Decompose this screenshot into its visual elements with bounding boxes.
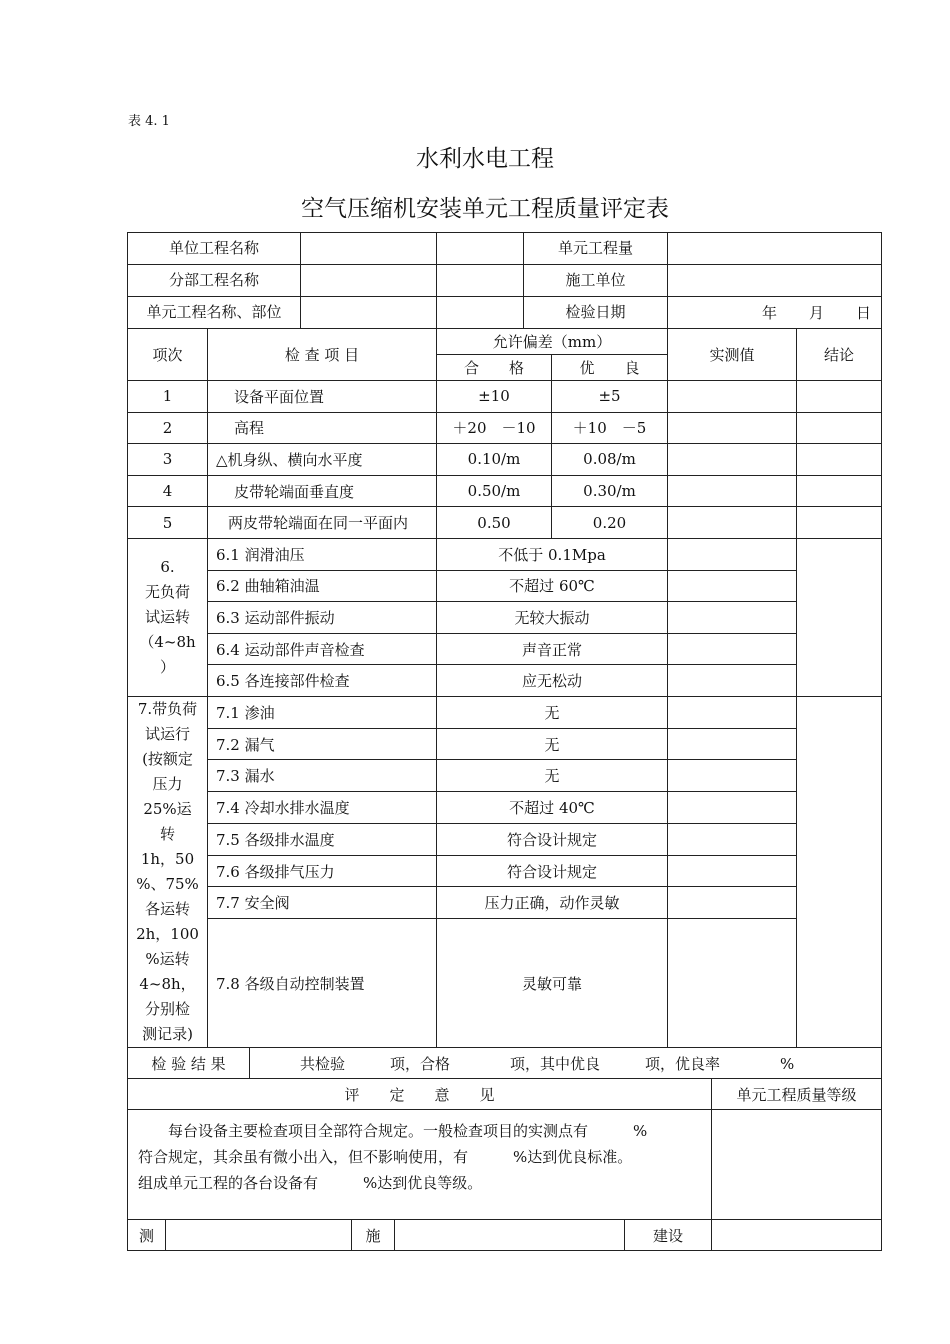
construction-unit-label: 施工单位	[523, 265, 667, 296]
row-qualified: 0.10/m	[437, 444, 552, 476]
row-item: 7.3 漏水	[208, 760, 437, 792]
table-row	[128, 823, 882, 855]
table-row	[128, 538, 882, 570]
opinion-body-row	[128, 1110, 882, 1220]
inspection-date-value[interactable]	[668, 297, 882, 329]
row-measured-cell[interactable]	[668, 696, 797, 728]
row-item: 6.3 运动部件振动	[208, 602, 437, 634]
construction-unit-value[interactable]	[668, 265, 882, 297]
result-row	[128, 1048, 882, 1079]
opinion-table	[127, 1078, 882, 1251]
row-number: 3	[128, 444, 208, 476]
row-conclusion-cell[interactable]	[797, 412, 882, 444]
row-standard: 无	[437, 728, 668, 760]
header-row-2	[128, 265, 882, 297]
form-title: 空气压缩机安装单元工程质量评定表	[301, 196, 669, 222]
row-measured-cell[interactable]	[668, 412, 797, 444]
row-standard: 无	[437, 760, 668, 792]
row-standard: 符合设计规定	[437, 823, 668, 855]
row-measured-cell[interactable]	[668, 728, 797, 760]
row-item: 高程	[208, 412, 437, 444]
owner-signature-cell[interactable]	[712, 1220, 882, 1251]
row-measured-cell[interactable]	[668, 823, 797, 855]
inspection-date-label: 检验日期	[523, 297, 667, 328]
table-row	[128, 855, 882, 887]
table-number: 表 4. 1	[128, 114, 170, 129]
measure-signature-cell[interactable]	[166, 1220, 352, 1251]
table-row	[128, 665, 882, 697]
row-item: 两皮带轮端面在同一平面内	[208, 507, 437, 539]
month-label: 月	[808, 304, 824, 322]
row-item: 6.4 运动部件声音检查	[208, 633, 437, 665]
grade-header: 单元工程质量等级	[712, 1079, 882, 1110]
unit-quantity-label: 单元工程量	[523, 233, 667, 264]
table-row	[128, 507, 882, 539]
row-item: 7.4 冷却水排水温度	[208, 792, 437, 824]
element-name-label: 单元工程名称、部位	[128, 297, 301, 328]
row-measured-cell[interactable]	[668, 602, 797, 634]
row-qualified: 0.50	[437, 507, 552, 539]
table-row	[128, 570, 882, 602]
table-row	[128, 792, 882, 824]
table-row	[128, 887, 882, 919]
excellent-header: 优 良	[552, 355, 668, 381]
row-conclusion-cell[interactable]	[797, 507, 882, 539]
header-row-1	[128, 233, 882, 265]
row-conclusion-cell[interactable]	[797, 475, 882, 507]
tolerance-header: 允许偏差（mm）	[437, 329, 668, 355]
row-standard: 无	[437, 696, 668, 728]
row-qualified: ＋20 －10	[437, 412, 552, 444]
row-measured-cell[interactable]	[668, 507, 797, 539]
measure-label: 测	[128, 1220, 166, 1251]
column-header-row	[128, 329, 882, 355]
row-excellent: 0.08/m	[552, 444, 668, 476]
row-item: 7.2 漏气	[208, 728, 437, 760]
opinion-line2: 符合规定，其余虽有微小出入，但不影响使用，有 %达到优良标准。	[138, 1148, 633, 1166]
division-name-label: 分部工程名称	[128, 265, 301, 296]
row-measured-cell[interactable]	[668, 381, 797, 413]
row-measured-cell[interactable]	[668, 919, 797, 1048]
conclusion-header: 结论	[797, 329, 882, 381]
row-measured-cell[interactable]	[668, 855, 797, 887]
unit-project-name-label: 单位工程名称	[128, 233, 301, 264]
group7-conclusion-cell[interactable]	[797, 696, 882, 1047]
header-row-3	[128, 297, 882, 329]
row-measured-cell[interactable]	[668, 760, 797, 792]
row-standard: 不超过 60℃	[437, 570, 668, 602]
row-measured-cell[interactable]	[668, 633, 797, 665]
table-row	[128, 444, 882, 476]
inspection-result-table	[127, 1047, 882, 1079]
qualified-header: 合 格	[437, 355, 552, 381]
result-label: 检 验 结 果	[128, 1048, 250, 1079]
row-item: 6.5 各连接部件检查	[208, 665, 437, 697]
year-label: 年	[761, 304, 777, 322]
row-measured-cell[interactable]	[668, 475, 797, 507]
signature-row	[128, 1220, 882, 1251]
measured-header: 实测值	[668, 329, 797, 381]
row-measured-cell[interactable]	[668, 570, 797, 602]
table-row	[128, 919, 882, 1048]
row-item: 7.6 各级排气压力	[208, 855, 437, 887]
result-text[interactable]: 共检验 项，合格 项，其中优良 项，优良率 %	[250, 1048, 882, 1079]
opinion-text[interactable]	[128, 1110, 712, 1220]
seq-header: 项次	[128, 329, 208, 381]
table-row	[128, 381, 882, 413]
table-row	[128, 760, 882, 792]
items-header: 检 查 项 目	[208, 329, 437, 381]
row-measured-cell[interactable]	[668, 444, 797, 476]
opinion-line1: 每台设备主要检查项目全部符合规定。一般检查项目的实测点有 %	[168, 1122, 648, 1140]
row-standard: 声音正常	[437, 633, 668, 665]
opinion-line3: 组成单元工程的各台设备有 %达到优良等级。	[138, 1174, 483, 1192]
row-standard: 应无松动	[437, 665, 668, 697]
row-number: 2	[128, 412, 208, 444]
table-row	[128, 602, 882, 634]
table-row	[128, 696, 882, 728]
title-line1: 水利水电工程	[416, 146, 554, 172]
opinion-header: 评 定 意 见	[128, 1079, 712, 1110]
row-item: 7.5 各级排水温度	[208, 823, 437, 855]
row-item: 设备平面位置	[208, 381, 437, 413]
row-qualified: 0.50/m	[437, 475, 552, 507]
table-row	[128, 475, 882, 507]
table-row	[128, 633, 882, 665]
row-number: 1	[128, 381, 208, 413]
construction-signature-cell[interactable]	[395, 1220, 625, 1251]
row-measured-cell[interactable]	[668, 538, 797, 570]
row-standard: 无较大振动	[437, 602, 668, 634]
row-item: 6.1 润滑油压	[208, 538, 437, 570]
row-standard: 不超过 40℃	[437, 792, 668, 824]
row-excellent: 0.30/m	[552, 475, 668, 507]
row-excellent: ＋10 －5	[552, 412, 668, 444]
row-item: 皮带轮端面垂直度	[208, 475, 437, 507]
table-row	[128, 412, 882, 444]
row-measured-cell[interactable]	[668, 887, 797, 919]
row-item: 6.2 曲轴箱油温	[208, 570, 437, 602]
row-qualified: ±10	[437, 381, 552, 413]
row-item: 7.8 各级自动控制装置	[208, 919, 437, 1048]
group6-conclusion-cell[interactable]	[797, 538, 882, 696]
opinion-header-row	[128, 1079, 882, 1110]
group6-label: 6. 无负荷 试运转 （4~8h ）	[128, 538, 208, 696]
evaluation-table	[127, 232, 882, 1048]
group7-label: 7.带负荷 试运行 (按额定 压力 25%运 转 1h，50 %、75% 各运转 2h，100 %运转 4~8h， 分别检 测记录)	[128, 696, 208, 1047]
unit-quantity-value[interactable]	[668, 233, 882, 265]
row-standard: 灵敏可靠	[437, 919, 668, 1048]
construction-label: 施	[352, 1220, 395, 1251]
row-item: 7.1 渗油	[208, 696, 437, 728]
row-item: 7.7 安全阀	[208, 887, 437, 919]
owner-label: 建设	[625, 1220, 712, 1251]
row-excellent: ±5	[552, 381, 668, 413]
row-standard: 不低于 0.1Mpa	[437, 538, 668, 570]
row-number: 4	[128, 475, 208, 507]
row-excellent: 0.20	[552, 507, 668, 539]
row-item: △机身纵、横向水平度	[208, 444, 437, 476]
row-measured-cell[interactable]	[668, 792, 797, 824]
row-standard: 压力正确，动作灵敏	[437, 887, 668, 919]
day-label: 日	[855, 304, 871, 322]
grade-value-cell[interactable]	[712, 1110, 882, 1220]
row-measured-cell[interactable]	[668, 665, 797, 697]
row-standard: 符合设计规定	[437, 855, 668, 887]
row-conclusion-cell[interactable]	[797, 444, 882, 476]
row-number: 5	[128, 507, 208, 539]
row-conclusion-cell[interactable]	[797, 381, 882, 413]
table-row	[128, 728, 882, 760]
